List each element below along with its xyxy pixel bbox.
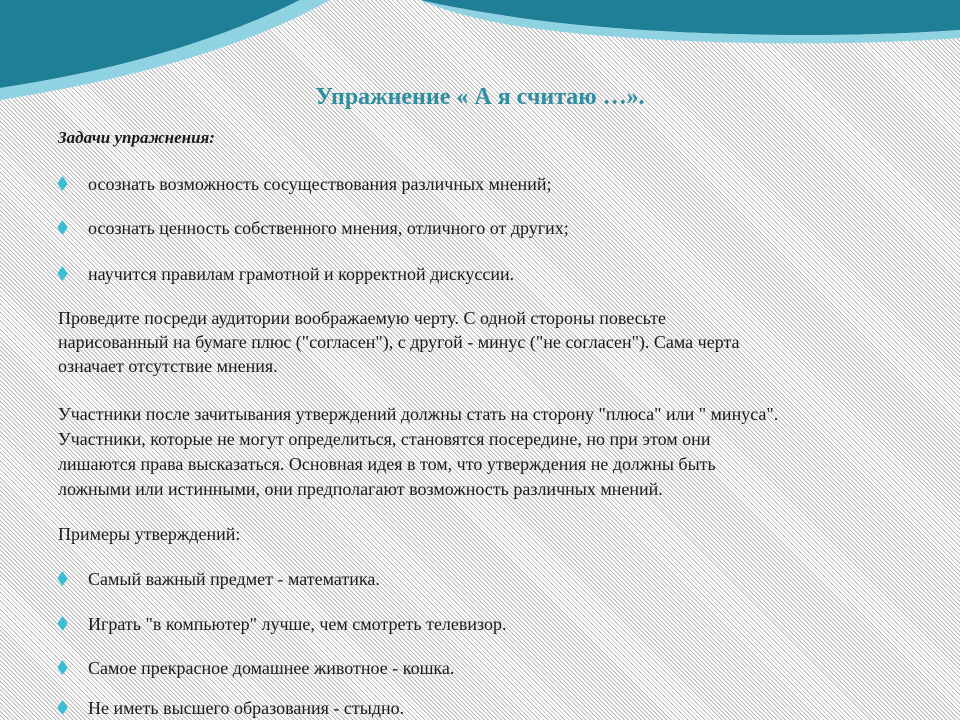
slide-title: Упражнение « А я считаю …». [315,84,645,110]
bullet-icon [57,176,67,191]
paragraph-line: лишаются права высказаться. Основная идея в том, что утверждения не должны быть [58,454,716,474]
bullet-icon [57,700,67,715]
paragraph-line: Участники, которые не могут определиться, становятся посередине, но при этом они [58,429,711,449]
bullet-icon [57,220,67,235]
slide-content: Упражнение « А я считаю …». Задачи упражнения: осознать возможность сосуществования различных мнений; осознать ценность собственного мнения, отличного от других; научится правилам грамотной и корректной дискуссии. Проведите посреди аудитории воображаемую черту. С одной стороны повесьте нарисованный на бумаге плюс ("согласен"), с другой - минус ("не согласен"). Сама черта означает отсутствие мнения. Участники после зачитывания утверждений должны стать на сторону "плюса" или " минуса". Участники, которые не могут определиться, становятся посередине, но при этом они лишаются права высказаться. Основная идея в том, что утверждения не должны быть ложными или истинными, они предполагают возможность различных мнений. Примеры утверждений: Самый важный предмет - математика. Играть "в компьютер" лучше, чем смотреть телевизор. Самое прекрасное домашнее животное - кошка. Не иметь высшего образования - стыдно. [0,0,960,720]
examples-heading: Примеры утверждений: [58,524,241,544]
paragraph-line: нарисованный на бумаге плюс ("согласен"), с другой - минус ("не согласен"). Сама черта [58,332,740,352]
paragraph-line: означает отсутствие мнения. [58,356,278,376]
bullet-icon [57,571,67,586]
tasks-heading: Задачи упражнения: [58,128,215,147]
bullet-icon [57,660,67,675]
paragraph-line: Участники после зачитывания утверждений должны стать на сторону "плюса" или " минуса". [58,404,779,424]
paragraph-line: ложными или истинными, они предполагают возможность различных мнений. [58,479,663,499]
paragraph-line: Проведите посреди аудитории воображаемую черту. С одной стороны повесьте [58,308,667,328]
bullet-icon [57,616,67,631]
bullet-icon [57,266,67,281]
